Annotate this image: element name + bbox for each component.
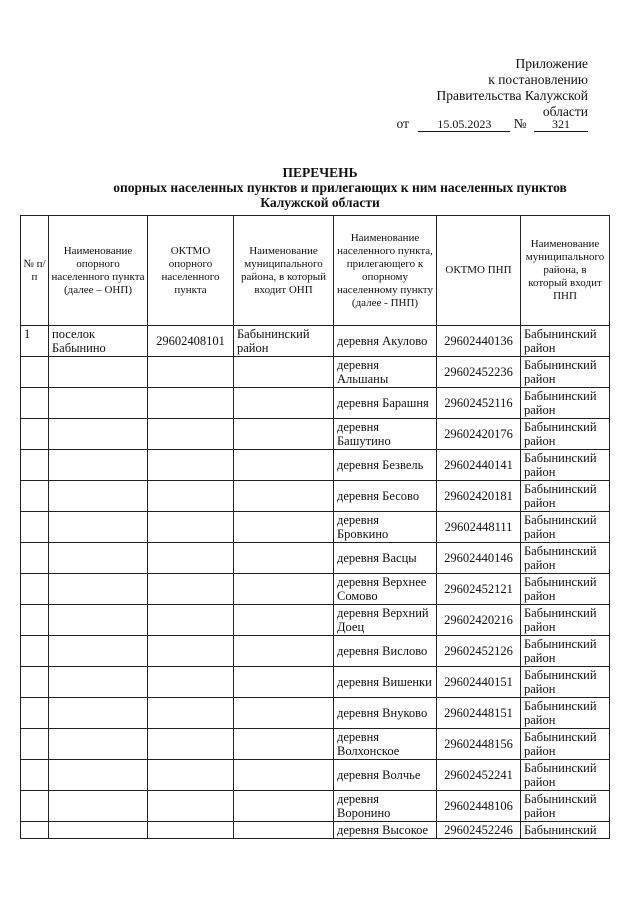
cell-onp-district — [234, 760, 334, 791]
decree-date: 15.05.2023 — [418, 117, 510, 132]
cell-onp-oktmo — [148, 605, 234, 636]
cell-pnp-district: Бабынинский район — [521, 481, 610, 512]
cell-pnp-district: Бабынинский район — [521, 450, 610, 481]
table-row — [21, 481, 610, 512]
cell-onp-oktmo — [148, 419, 234, 450]
cell-pnp-name: деревня Барашня — [334, 388, 437, 419]
cell-num — [21, 729, 49, 760]
cell-pnp-oktmo: 29602452241 — [437, 760, 521, 791]
cell-pnp-district: Бабынинский район — [521, 326, 610, 357]
table-row — [21, 388, 610, 419]
cell-onp-district — [234, 636, 334, 667]
cell-onp-name — [49, 543, 148, 574]
table-row — [21, 636, 610, 667]
cell-pnp-district: Бабынинский район — [521, 636, 610, 667]
table-row — [21, 357, 610, 388]
cell-onp-name — [49, 605, 148, 636]
from-label: от — [396, 116, 409, 131]
header-onp-oktmo: ОКТМО опорного населенного пункта — [148, 216, 234, 326]
cell-pnp-oktmo: 29602452121 — [437, 574, 521, 605]
cell-onp-district — [234, 419, 334, 450]
decree-date-line — [397, 116, 589, 132]
cell-num — [21, 574, 49, 605]
cell-pnp-district: Бабынинский район — [521, 543, 610, 574]
cell-onp-district — [234, 450, 334, 481]
cell-onp-name — [49, 636, 148, 667]
cell-pnp-district: Бабынинский район — [521, 605, 610, 636]
cell-onp-district — [234, 357, 334, 388]
cell-onp-district — [234, 822, 334, 839]
cell-pnp-name: деревня Бровкино — [334, 512, 437, 543]
cell-pnp-name: деревня Внуково — [334, 698, 437, 729]
cell-onp-name: поселок Бабынино — [49, 326, 148, 357]
table-row — [21, 791, 610, 822]
cell-pnp-oktmo: 29602440136 — [437, 326, 521, 357]
cell-pnp-district: Бабынинский район — [521, 698, 610, 729]
cell-onp-district — [234, 481, 334, 512]
cell-pnp-oktmo: 29602440146 — [437, 543, 521, 574]
cell-num — [21, 667, 49, 698]
cell-pnp-district: Бабынинский район — [521, 791, 610, 822]
cell-pnp-oktmo: 29602448151 — [437, 698, 521, 729]
cell-onp-name — [49, 729, 148, 760]
cell-pnp-name: деревня Альшаны — [334, 357, 437, 388]
cell-num — [21, 419, 49, 450]
cell-pnp-district: Бабынинский район — [521, 419, 610, 450]
header-pnp-district: Наименование муниципального района, в который входит ПНП — [521, 216, 610, 326]
cell-onp-name — [49, 760, 148, 791]
appendix-line: к постановлению — [488, 72, 588, 87]
cell-onp-oktmo — [148, 481, 234, 512]
cell-pnp-oktmo: 29602452116 — [437, 388, 521, 419]
cell-pnp-name: деревня Вишенки — [334, 667, 437, 698]
header-onp-district: Наименование муниципального района, в который входит ОНП — [234, 216, 334, 326]
cell-pnp-name: деревня Волхонское — [334, 729, 437, 760]
cell-pnp-district: Бабынинский район — [521, 512, 610, 543]
cell-pnp-name: деревня Бесово — [334, 481, 437, 512]
cell-onp-name — [49, 357, 148, 388]
cell-num — [21, 357, 49, 388]
cell-pnp-oktmo: 29602452126 — [437, 636, 521, 667]
cell-num — [21, 822, 49, 839]
cell-pnp-oktmo: 29602448156 — [437, 729, 521, 760]
document-title — [0, 165, 640, 210]
cell-onp-district — [234, 512, 334, 543]
cell-onp-oktmo — [148, 698, 234, 729]
cell-pnp-oktmo: 29602452236 — [437, 357, 521, 388]
table-row — [21, 326, 610, 357]
number-label: № — [513, 116, 527, 131]
cell-pnp-district: Бабынинский район — [521, 729, 610, 760]
cell-onp-name — [49, 419, 148, 450]
cell-pnp-name: деревня Верхнее Сомово — [334, 574, 437, 605]
cell-onp-oktmo — [148, 512, 234, 543]
cell-onp-district — [234, 574, 334, 605]
cell-onp-name — [49, 791, 148, 822]
cell-pnp-name: деревня Высокое — [334, 822, 437, 839]
cell-onp-oktmo — [148, 822, 234, 839]
cell-pnp-oktmo: 29602420181 — [437, 481, 521, 512]
header-pnp-oktmo: ОКТМО ПНП — [437, 216, 521, 326]
cell-pnp-oktmo: 29602420216 — [437, 605, 521, 636]
cell-onp-district — [234, 698, 334, 729]
cell-num — [21, 481, 49, 512]
header-onp-name: Наименование опорного населенного пункта (далее – ОНП) — [49, 216, 148, 326]
cell-onp-oktmo: 29602408101 — [148, 326, 234, 357]
cell-num — [21, 760, 49, 791]
table-row — [21, 698, 610, 729]
table-row — [21, 729, 610, 760]
header-pnp-name: Наименование населенного пункта, прилегающего к опорному населенному пункту (далее - ПНП) — [334, 216, 437, 326]
table-body — [21, 326, 610, 839]
table-row — [21, 543, 610, 574]
settlements-table — [20, 215, 610, 839]
cell-onp-district — [234, 729, 334, 760]
cell-pnp-name: деревня Башутино — [334, 419, 437, 450]
cell-onp-district — [234, 543, 334, 574]
cell-num — [21, 543, 49, 574]
cell-onp-oktmo — [148, 667, 234, 698]
cell-num — [21, 605, 49, 636]
cell-onp-oktmo — [148, 543, 234, 574]
table-row — [21, 450, 610, 481]
header-num: № п/п — [21, 216, 49, 326]
table-header-row — [21, 216, 610, 326]
cell-pnp-district: Бабынинский район — [521, 388, 610, 419]
appendix-line: области — [542, 104, 588, 119]
cell-num — [21, 512, 49, 543]
table-row — [21, 667, 610, 698]
appendix-line: Приложение — [515, 56, 588, 71]
cell-num — [21, 636, 49, 667]
cell-pnp-oktmo: 29602420176 — [437, 419, 521, 450]
title-line-2: опорных населенных пунктов и прилегающих к ним населенных пунктов — [113, 180, 567, 195]
cell-num: 1 — [21, 326, 49, 357]
cell-onp-oktmo — [148, 760, 234, 791]
cell-onp-oktmo — [148, 574, 234, 605]
cell-pnp-name: деревня Верхний Доец — [334, 605, 437, 636]
cell-onp-name — [49, 574, 148, 605]
cell-onp-name — [49, 822, 148, 839]
cell-onp-oktmo — [148, 450, 234, 481]
cell-pnp-name: деревня Воронино — [334, 791, 437, 822]
cell-onp-name — [49, 388, 148, 419]
table-row — [21, 574, 610, 605]
appendix-block — [328, 56, 588, 120]
appendix-line: Правительства Калужской — [436, 88, 588, 103]
cell-pnp-oktmo: 29602452246 — [437, 822, 521, 839]
cell-onp-district — [234, 388, 334, 419]
cell-pnp-name: деревня Безвель — [334, 450, 437, 481]
cell-onp-oktmo — [148, 636, 234, 667]
cell-pnp-name: деревня Вислово — [334, 636, 437, 667]
cell-onp-district — [234, 667, 334, 698]
cell-onp-name — [49, 450, 148, 481]
cell-onp-oktmo — [148, 357, 234, 388]
cell-onp-name — [49, 481, 148, 512]
cell-onp-oktmo — [148, 729, 234, 760]
cell-num — [21, 450, 49, 481]
title-heading: ПЕРЕЧЕНЬ — [282, 165, 358, 180]
cell-onp-name — [49, 667, 148, 698]
cell-num — [21, 698, 49, 729]
cell-onp-oktmo — [148, 388, 234, 419]
cell-onp-oktmo — [148, 791, 234, 822]
cell-onp-district — [234, 605, 334, 636]
cell-pnp-district: Бабынинский — [521, 822, 610, 839]
cell-onp-district — [234, 791, 334, 822]
cell-onp-name — [49, 512, 148, 543]
cell-pnp-name: деревня Васцы — [334, 543, 437, 574]
cell-pnp-oktmo: 29602448106 — [437, 791, 521, 822]
cell-pnp-district: Бабынинский район — [521, 760, 610, 791]
cell-num — [21, 388, 49, 419]
table-row — [21, 605, 610, 636]
cell-pnp-district: Бабынинский район — [521, 667, 610, 698]
cell-pnp-oktmo: 29602448111 — [437, 512, 521, 543]
decree-number: 321 — [534, 117, 588, 132]
cell-pnp-district: Бабынинский район — [521, 574, 610, 605]
table-row — [21, 419, 610, 450]
cell-num — [21, 791, 49, 822]
cell-pnp-oktmo: 29602440151 — [437, 667, 521, 698]
cell-pnp-name: деревня Волчье — [334, 760, 437, 791]
cell-onp-district: Бабынинский район — [234, 326, 334, 357]
table-row — [21, 760, 610, 791]
cell-pnp-oktmo: 29602440141 — [437, 450, 521, 481]
table-row — [21, 512, 610, 543]
table-row — [21, 822, 610, 839]
cell-pnp-name: деревня Акулово — [334, 326, 437, 357]
cell-pnp-district: Бабынинский район — [521, 357, 610, 388]
title-line-3: Калужской области — [260, 195, 380, 210]
cell-onp-name — [49, 698, 148, 729]
